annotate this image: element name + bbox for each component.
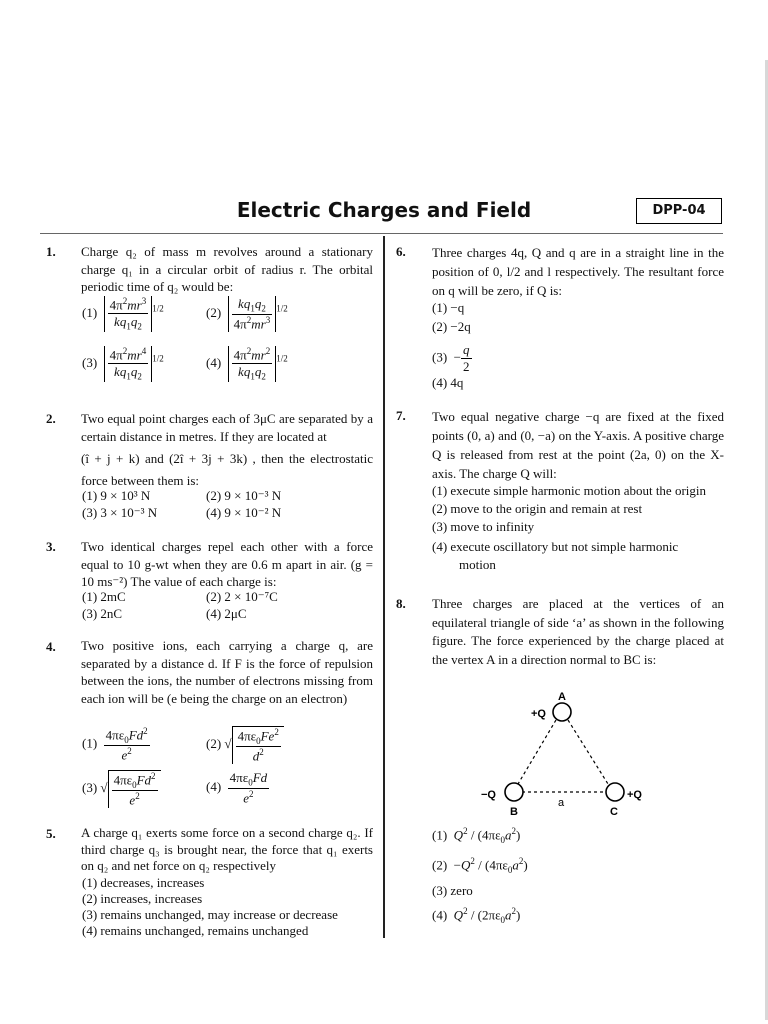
charge-b [505, 783, 523, 801]
dpp-badge: DPP-04 [636, 198, 722, 224]
side-label: a [558, 797, 565, 809]
question-text: Charge q₂ of mass m revolves around a stationary charge q₁ in a circular orbit of radius r. The orbital periodic time of q₂ would be: [81, 244, 373, 294]
option-4: (4) 2μC [206, 606, 247, 621]
option-3: (3) √ $\frac{4\pi\varepsilon_0Fd^2}{e^2}$ [82, 770, 161, 808]
side-ab [518, 720, 556, 784]
option-2: (2) −2q [432, 319, 471, 334]
question-text: A charge q₁ exerts some force on a second charge q₂. If third charge q₃ is brought near, the force that q₁ exerts on q₂ and net force on q₂ respectively [81, 825, 373, 873]
charge-a [553, 703, 571, 721]
option-4: (4) 9 × 10⁻² N [206, 505, 282, 520]
option-1: (1) decreases, increases [82, 875, 205, 890]
option-1: (1) $\frac{4\pi^2mr^3}{kq_1q_2}$ $^{1/2}$ [82, 296, 164, 332]
question-number: 4. [46, 639, 56, 654]
option-1: (1) execute simple harmonic motion about the origin [432, 483, 707, 498]
question-text-continued: (î + j + k) and (2î + 3j + 3k) , then the electrostatic force between them is: [81, 451, 373, 488]
option-4: (4) execute oscillatory but not simple harmonic [432, 539, 679, 554]
option-1: (1) 9 × 10³ N [82, 488, 151, 503]
option-1: (1) −q [432, 300, 465, 315]
option-1: (1) 2mC [82, 589, 126, 604]
option-2: (2) 2 × 10⁻⁷C [206, 589, 278, 604]
option-1: (1) $\frac{4\pi\varepsilon_0Fd^2}{e^2}$ [82, 726, 148, 763]
option-3: (3) move to infinity [432, 519, 535, 534]
option-2: (2) move to the origin and remain at rest [432, 501, 643, 516]
question-number: 3. [46, 539, 56, 554]
option-2: (2) √ $\frac{4\pi\varepsilon_0Fe^2}{d^2}$ [206, 726, 284, 764]
option-3: (3) $\frac{4\pi^2mr^4}{kq_1q_2}$ $^{1/2}$ [82, 346, 164, 382]
question-text: Two positive ions, each carrying a charge q, are separated by a distance d. If F is the force of repulsion between the ions, the number of electrons missing from each ion will be (e being the charge on an electron) [81, 638, 373, 706]
question-text: Three charges are placed at the vertices of an equilateral triangle of side ‘a’ as shown in the following figure. The force experienced by the charge placed at the vertex A in a direction normal to BC is: [432, 596, 724, 667]
question-number: 6. [396, 244, 406, 259]
vertex-c-label: C [610, 806, 618, 816]
option-3: (3) zero [432, 883, 473, 898]
question-text: Two identical charges repel each other with a force equal to 10 g-wt when they are 0.6 m apart in air. (g = 10 ms⁻²) The value of each charge is: [81, 539, 373, 589]
question-text: Three charges 4q, Q and q are in a straight line in the position of 0, l/2 and l respectively. The resultant force on q will be zero, if Q is: [432, 245, 724, 298]
side-ac [568, 720, 608, 784]
question-number: 7. [396, 408, 406, 423]
option-3: (3) − $\frac{q}{2}$ [432, 342, 470, 374]
charge-a-label: +Q [531, 708, 546, 720]
question-text: Two equal point charges each of 3μC are separated by a certain distance in metres. If they are located at [81, 411, 373, 444]
option-1: (1) $Q^2 / (4\pi\varepsilon_0a^2)$ [432, 826, 521, 845]
triangle-charges-figure [470, 688, 670, 821]
option-3: (3) remains unchanged, may increase or decrease [82, 907, 338, 922]
option-4: (4) $Q^2 / (2\pi\varepsilon_0a^2)$ [432, 906, 521, 925]
column-divider [383, 236, 385, 938]
option-4: (4) $\frac{4\pi\varepsilon_0Fd}{e^2}$ [206, 770, 268, 805]
page-title: Electric Charges and Field [236, 198, 532, 222]
charge-c [606, 783, 624, 801]
option-2: (2) increases, increases [82, 891, 203, 906]
charge-b-label: −Q [481, 789, 496, 801]
option-3: (3) 3 × 10⁻³ N [82, 505, 158, 520]
option-4: (4) $\frac{4\pi^2mr^2}{kq_1q_2}$ $^{1/2}$ [206, 346, 288, 382]
charge-c-label: +Q [627, 789, 642, 801]
question-text: Two equal negative charge −q are fixed at the fixed points (0, a) and (0, −a) on the Y-axis. A positive charge Q is released from rest at the point (2a, 0) on the X-axis. The charge Q will: [432, 409, 724, 481]
option-2: (2) 9 × 10⁻³ N [206, 488, 282, 503]
question-number: 1. [46, 244, 56, 259]
vertex-a-label: A [558, 691, 566, 703]
title-rule [40, 233, 723, 234]
option-4: (4) remains unchanged, remains unchanged [82, 923, 309, 938]
option-4-continued: motion [459, 557, 496, 572]
option-2: (2) $\frac{kq_1q_2}{4\pi^2mr^3}$ $^{1/2}$ [206, 296, 288, 331]
option-4: (4) 4q [432, 375, 464, 390]
option-3: (3) 2nC [82, 606, 123, 621]
vertex-b-label: B [510, 806, 518, 816]
question-number: 8. [396, 596, 406, 611]
question-number: 5. [46, 826, 56, 841]
question-number: 2. [46, 411, 56, 426]
option-2: $(2) -Q^2 / (4\pi\varepsilon_0a^2)$ [432, 856, 528, 875]
